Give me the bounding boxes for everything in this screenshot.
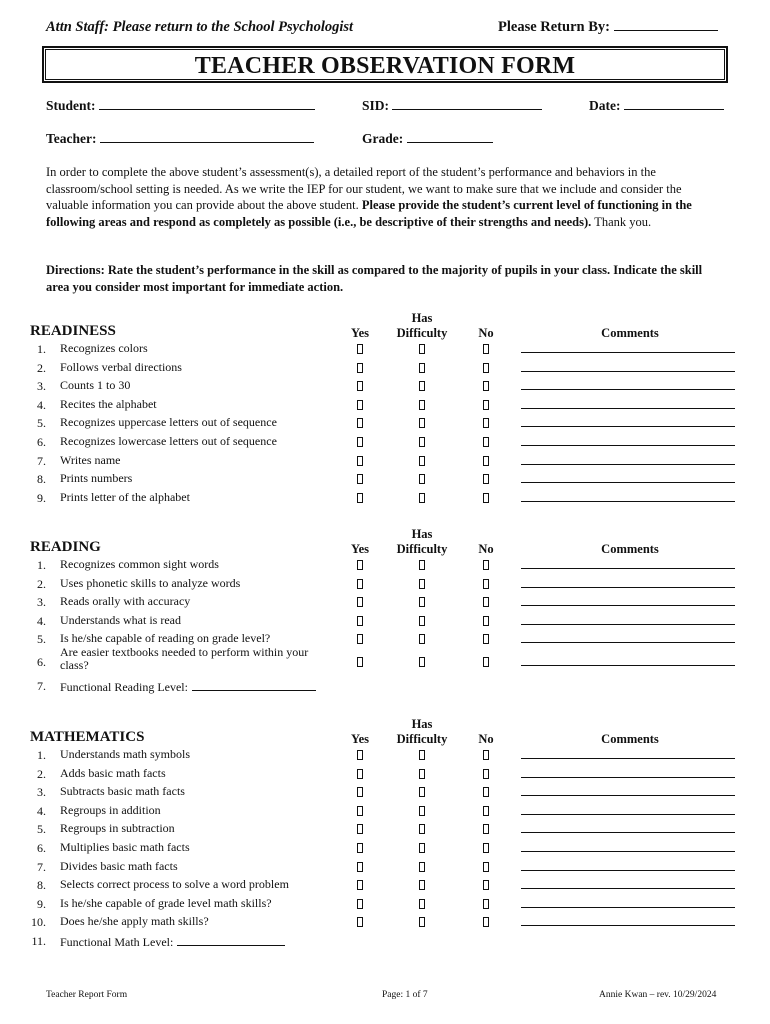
checkbox-yes[interactable]	[357, 474, 363, 484]
comment-line[interactable]	[521, 665, 735, 666]
checkbox-difficulty[interactable]	[419, 806, 425, 816]
comment-line[interactable]	[521, 371, 735, 372]
readiness-item-row	[0, 398, 770, 416]
reading-item-row	[0, 645, 770, 673]
item-text	[60, 342, 330, 355]
item-label: Are easier textbooks needed to perform within your class?	[60, 645, 309, 672]
comment-line[interactable]	[521, 832, 735, 833]
checkbox-no[interactable]	[483, 437, 489, 447]
checkbox-no[interactable]	[483, 862, 489, 872]
item-label: Is he/she capable of grade level math skills?	[60, 895, 272, 910]
col-difficulty-label: Difficulty	[396, 732, 448, 746]
col-no-header: No	[478, 326, 494, 340]
item-number: 10.	[31, 915, 46, 930]
intro-text: In order to complete the above student’s assessment(s), a detailed report of the student’s performance and behaviors in the classroom/school setting is needed. As we write the IEP for our student, we want to make sure that we include and consider the valuable information you can provide about the above student.	[46, 165, 682, 212]
comment-line[interactable]	[521, 624, 735, 625]
checkbox-difficulty[interactable]	[419, 769, 425, 779]
checkbox-no[interactable]	[483, 344, 489, 354]
checkbox-yes[interactable]	[357, 381, 363, 391]
comment-line[interactable]	[521, 814, 735, 815]
checkbox-yes[interactable]	[357, 579, 363, 589]
item-number: 3.	[37, 785, 46, 800]
checkbox-no[interactable]	[483, 616, 489, 626]
item-label: Uses phonetic skills to analyze words	[60, 575, 241, 590]
directions: Directions: Rate the student’s performance in the skill as compared to the majority of pupils in your class. Indicate the skill area you consider most important for immediate action.	[46, 263, 703, 294]
item-label: Divides basic math facts	[60, 858, 178, 873]
item-text	[60, 878, 330, 891]
item-number: 1.	[37, 558, 46, 572]
item-text	[60, 822, 330, 835]
form-title: TEACHER OBSERVATION FORM	[194, 53, 576, 79]
mathematics-item-row	[0, 804, 770, 822]
reading-item-row	[0, 679, 770, 697]
item-number: 2.	[37, 766, 46, 781]
mathematics-item-row	[0, 822, 770, 840]
comment-line[interactable]	[521, 445, 735, 446]
item-label: Reads orally with accuracy	[60, 594, 191, 609]
item-label: Multiplies basic math facts	[60, 840, 190, 854]
item-label: Understands what is read	[60, 612, 181, 627]
intro-thanks: Thank you.	[594, 214, 652, 229]
mathematics-item-row	[0, 767, 770, 785]
item-label: Functional Reading Level:	[60, 679, 188, 694]
item-text	[60, 679, 330, 694]
item-number: 5.	[37, 822, 46, 837]
checkbox-difficulty[interactable]	[419, 843, 425, 853]
item-label: Functional Math Level:	[60, 935, 174, 949]
footer-page: Page: 1 of 7	[382, 990, 428, 1000]
item-number: 7.	[37, 453, 46, 468]
checkbox-no[interactable]	[483, 787, 489, 797]
comment-line[interactable]	[521, 389, 735, 390]
col-no-header: No	[478, 542, 494, 556]
mathematics-item-row	[0, 934, 770, 952]
comment-line[interactable]	[521, 426, 735, 427]
item-number: 2.	[37, 576, 46, 591]
item-text	[60, 577, 330, 590]
item-label: Recites the alphabet	[60, 396, 157, 411]
item-text	[60, 454, 330, 467]
item-label: Recognizes lowercase letters out of sequence	[60, 434, 277, 448]
item-label: Subtracts basic math facts	[60, 784, 185, 799]
comment-line[interactable]	[521, 870, 735, 871]
return-by-blank[interactable]	[614, 19, 718, 31]
col-yes-header: Yes	[350, 542, 370, 556]
checkbox-no[interactable]	[483, 560, 489, 570]
col-has-label: Has	[411, 717, 433, 731]
item-text	[60, 915, 330, 928]
col-difficulty-header	[387, 527, 457, 557]
item-label: Regroups in subtraction	[60, 821, 175, 836]
item-label: Counts 1 to 30	[60, 378, 131, 393]
item-number: 1.	[37, 342, 46, 356]
item-text	[60, 491, 330, 504]
readiness-item-row	[0, 416, 770, 434]
attn-staff-note: Attn Staff: Please return to the School Psychologist	[46, 19, 354, 35]
item-label: Recognizes uppercase letters out of sequence	[60, 415, 277, 430]
checkbox-difficulty[interactable]	[419, 579, 425, 589]
checkbox-difficulty[interactable]	[419, 456, 425, 466]
readiness-item-row	[0, 342, 770, 360]
checkbox-yes[interactable]	[357, 657, 363, 667]
comment-line[interactable]	[521, 795, 735, 796]
checkbox-yes[interactable]	[357, 400, 363, 410]
checkbox-no[interactable]	[483, 381, 489, 391]
item-text	[60, 785, 330, 798]
checkbox-difficulty[interactable]	[419, 363, 425, 373]
comment-line[interactable]	[521, 907, 735, 908]
reading-section-title: READING	[30, 539, 101, 555]
checkbox-no[interactable]	[483, 579, 489, 589]
sid-label: SID:	[362, 98, 390, 113]
checkbox-yes[interactable]	[357, 597, 363, 607]
checkbox-yes[interactable]	[357, 418, 363, 428]
item-text	[60, 934, 330, 949]
comment-line[interactable]	[521, 352, 735, 353]
comment-line[interactable]	[521, 777, 735, 778]
item-text	[60, 646, 326, 672]
checkbox-no[interactable]	[483, 769, 489, 779]
form-title-box	[42, 46, 728, 83]
student-label: Student:	[46, 98, 96, 113]
checkbox-no[interactable]	[483, 899, 489, 909]
item-number: 3.	[37, 379, 46, 394]
item-number: 6.	[37, 655, 46, 669]
item-text	[60, 860, 330, 873]
checkbox-yes[interactable]	[357, 806, 363, 816]
item-number: 6.	[37, 435, 46, 449]
checkbox-yes[interactable]	[357, 899, 363, 909]
item-text	[60, 748, 330, 761]
item-text	[60, 767, 330, 780]
checkbox-difficulty[interactable]	[419, 880, 425, 890]
comment-line[interactable]	[521, 482, 735, 483]
checkbox-no[interactable]	[483, 750, 489, 760]
item-text	[60, 361, 330, 374]
item-label: Adds basic math facts	[60, 765, 166, 780]
checkbox-no[interactable]	[483, 657, 489, 667]
checkbox-yes[interactable]	[357, 750, 363, 760]
reading-item-row	[0, 614, 770, 632]
checkbox-yes[interactable]	[357, 456, 363, 466]
item-number: 5.	[37, 416, 46, 431]
checkbox-difficulty[interactable]	[419, 400, 425, 410]
checkbox-difficulty[interactable]	[419, 657, 425, 667]
col-difficulty-header	[387, 717, 457, 747]
return-by-label: Please Return By:	[498, 19, 610, 35]
item-label: Follows verbal directions	[60, 359, 182, 374]
item-label: Recognizes common sight words	[60, 557, 219, 571]
teacher-blank[interactable]	[100, 131, 314, 143]
intro-bold-text: Please provide the student’s current level of functioning in the following areas and respond as completely as possible (i.e., be descriptive of their strengths and needs).	[46, 198, 692, 229]
item-label: Understands math symbols	[60, 747, 190, 761]
checkbox-yes[interactable]	[357, 363, 363, 373]
item-number: 6.	[37, 841, 46, 855]
checkbox-difficulty[interactable]	[419, 824, 425, 834]
checkbox-no[interactable]	[483, 634, 489, 644]
checkbox-difficulty[interactable]	[419, 474, 425, 484]
mathematics-item-row	[0, 878, 770, 896]
level-blank[interactable]	[177, 934, 285, 946]
comment-line[interactable]	[521, 851, 735, 852]
item-number: 1.	[37, 748, 46, 762]
checkbox-yes[interactable]	[357, 862, 363, 872]
grade-field	[362, 131, 493, 147]
item-number: 8.	[37, 878, 46, 893]
comment-line[interactable]	[521, 408, 735, 409]
mathematics-section-title: MATHEMATICS	[30, 729, 145, 745]
readiness-item-row	[0, 361, 770, 379]
checkbox-no[interactable]	[483, 456, 489, 466]
checkbox-no[interactable]	[483, 917, 489, 927]
checkbox-no[interactable]	[483, 843, 489, 853]
col-difficulty-label: Difficulty	[396, 326, 448, 340]
checkbox-no[interactable]	[483, 880, 489, 890]
item-text	[60, 595, 330, 608]
student-field	[46, 98, 315, 114]
item-number: 5.	[37, 632, 46, 647]
checkbox-difficulty[interactable]	[419, 381, 425, 391]
item-label: Regroups in addition	[60, 802, 161, 817]
grade-blank[interactable]	[407, 131, 493, 143]
checkbox-no[interactable]	[483, 806, 489, 816]
checkbox-yes[interactable]	[357, 769, 363, 779]
student-blank[interactable]	[99, 98, 315, 110]
checkbox-difficulty[interactable]	[419, 899, 425, 909]
checkbox-yes[interactable]	[357, 843, 363, 853]
comment-line[interactable]	[521, 605, 735, 606]
item-text	[60, 841, 330, 854]
footer-author: Annie Kwan – rev. 10/29/2024	[599, 990, 717, 1000]
item-text	[60, 632, 330, 645]
readiness-item-row	[0, 491, 770, 509]
item-number: 7.	[37, 859, 46, 874]
item-number: 4.	[37, 803, 46, 818]
teacher-label: Teacher:	[46, 131, 97, 146]
comment-line[interactable]	[521, 464, 735, 465]
checkbox-yes[interactable]	[357, 917, 363, 927]
readiness-item-row	[0, 472, 770, 490]
item-number: 2.	[37, 360, 46, 375]
item-label: Recognizes colors	[60, 341, 148, 355]
col-comments-header: Comments	[601, 326, 659, 340]
reading-item-row	[0, 595, 770, 613]
item-text	[60, 398, 330, 411]
checkbox-difficulty[interactable]	[419, 917, 425, 927]
item-label: Does he/she apply math skills?	[60, 914, 209, 929]
checkbox-no[interactable]	[483, 597, 489, 607]
checkbox-no[interactable]	[483, 400, 489, 410]
item-number: 8.	[37, 472, 46, 487]
col-comments-header: Comments	[601, 732, 659, 746]
date-blank[interactable]	[624, 98, 724, 110]
intro-paragraph	[46, 164, 726, 230]
checkbox-yes[interactable]	[357, 787, 363, 797]
comment-line[interactable]	[521, 758, 735, 759]
checkbox-no[interactable]	[483, 474, 489, 484]
readiness-item-row	[0, 379, 770, 397]
item-label: Is he/she capable of reading on grade level?	[60, 631, 271, 646]
item-number: 11.	[31, 934, 46, 948]
col-yes-header: Yes	[350, 326, 370, 340]
date-field	[589, 98, 724, 114]
mathematics-item-row	[0, 841, 770, 859]
item-text	[60, 435, 330, 448]
checkbox-difficulty[interactable]	[419, 560, 425, 570]
mathematics-item-row	[0, 860, 770, 878]
mathematics-item-row	[0, 785, 770, 803]
checkbox-difficulty[interactable]	[419, 787, 425, 797]
item-label: Prints letter of the alphabet	[60, 489, 190, 504]
mathematics-item-row	[0, 897, 770, 915]
checkbox-difficulty[interactable]	[419, 493, 425, 503]
date-label: Date:	[589, 98, 621, 113]
comment-line[interactable]	[521, 888, 735, 889]
checkbox-yes[interactable]	[357, 437, 363, 447]
checkbox-yes[interactable]	[357, 824, 363, 834]
col-has-label: Has	[411, 527, 433, 541]
level-blank[interactable]	[192, 679, 316, 691]
comment-line[interactable]	[521, 568, 735, 569]
checkbox-no[interactable]	[483, 418, 489, 428]
grade-label: Grade:	[362, 131, 404, 146]
item-label: Writes name	[60, 452, 121, 467]
checkbox-difficulty[interactable]	[419, 634, 425, 644]
col-has-label: Has	[411, 311, 433, 325]
col-yes-header: Yes	[350, 732, 370, 746]
checkbox-no[interactable]	[483, 363, 489, 373]
checkbox-difficulty[interactable]	[419, 344, 425, 354]
checkbox-difficulty[interactable]	[419, 597, 425, 607]
mathematics-item-row	[0, 915, 770, 933]
item-number: 3.	[37, 595, 46, 610]
sid-blank[interactable]	[392, 98, 542, 110]
checkbox-difficulty[interactable]	[419, 437, 425, 447]
sid-field	[362, 98, 542, 114]
comment-line[interactable]	[521, 642, 735, 643]
checkbox-difficulty[interactable]	[419, 750, 425, 760]
reading-item-row	[0, 577, 770, 595]
item-text	[60, 897, 330, 910]
item-number: 9.	[37, 490, 46, 505]
comment-line[interactable]	[521, 501, 735, 502]
item-text	[60, 472, 330, 485]
checkbox-yes[interactable]	[357, 344, 363, 354]
checkbox-yes[interactable]	[357, 560, 363, 570]
checkbox-no[interactable]	[483, 493, 489, 503]
item-number: 4.	[37, 613, 46, 628]
item-text	[60, 804, 330, 817]
checkbox-yes[interactable]	[357, 616, 363, 626]
item-text	[60, 416, 330, 429]
checkbox-difficulty[interactable]	[419, 616, 425, 626]
item-text	[60, 558, 330, 571]
return-by-field	[498, 19, 718, 36]
col-no-header: No	[478, 732, 494, 746]
checkbox-no[interactable]	[483, 824, 489, 834]
comment-line[interactable]	[521, 587, 735, 588]
checkbox-yes[interactable]	[357, 880, 363, 890]
reading-item-row	[0, 558, 770, 576]
teacher-field	[46, 131, 314, 147]
comment-line[interactable]	[521, 925, 735, 926]
checkbox-yes[interactable]	[357, 634, 363, 644]
mathematics-item-row	[0, 748, 770, 766]
checkbox-difficulty[interactable]	[419, 418, 425, 428]
footer-left: Teacher Report Form	[46, 990, 128, 1000]
item-text	[60, 614, 330, 627]
readiness-section-title: READINESS	[30, 323, 116, 339]
col-difficulty-label: Difficulty	[396, 542, 448, 556]
readiness-item-row	[0, 435, 770, 453]
col-comments-header: Comments	[601, 542, 659, 556]
item-number: 9.	[37, 896, 46, 911]
item-label: Prints numbers	[60, 471, 133, 486]
readiness-item-row	[0, 454, 770, 472]
col-difficulty-header	[387, 311, 457, 341]
item-number: 7.	[37, 678, 46, 693]
checkbox-difficulty[interactable]	[419, 862, 425, 872]
item-label: Selects correct process to solve a word problem	[60, 877, 289, 892]
checkbox-yes[interactable]	[357, 493, 363, 503]
item-number: 4.	[37, 397, 46, 412]
item-text	[60, 379, 330, 392]
